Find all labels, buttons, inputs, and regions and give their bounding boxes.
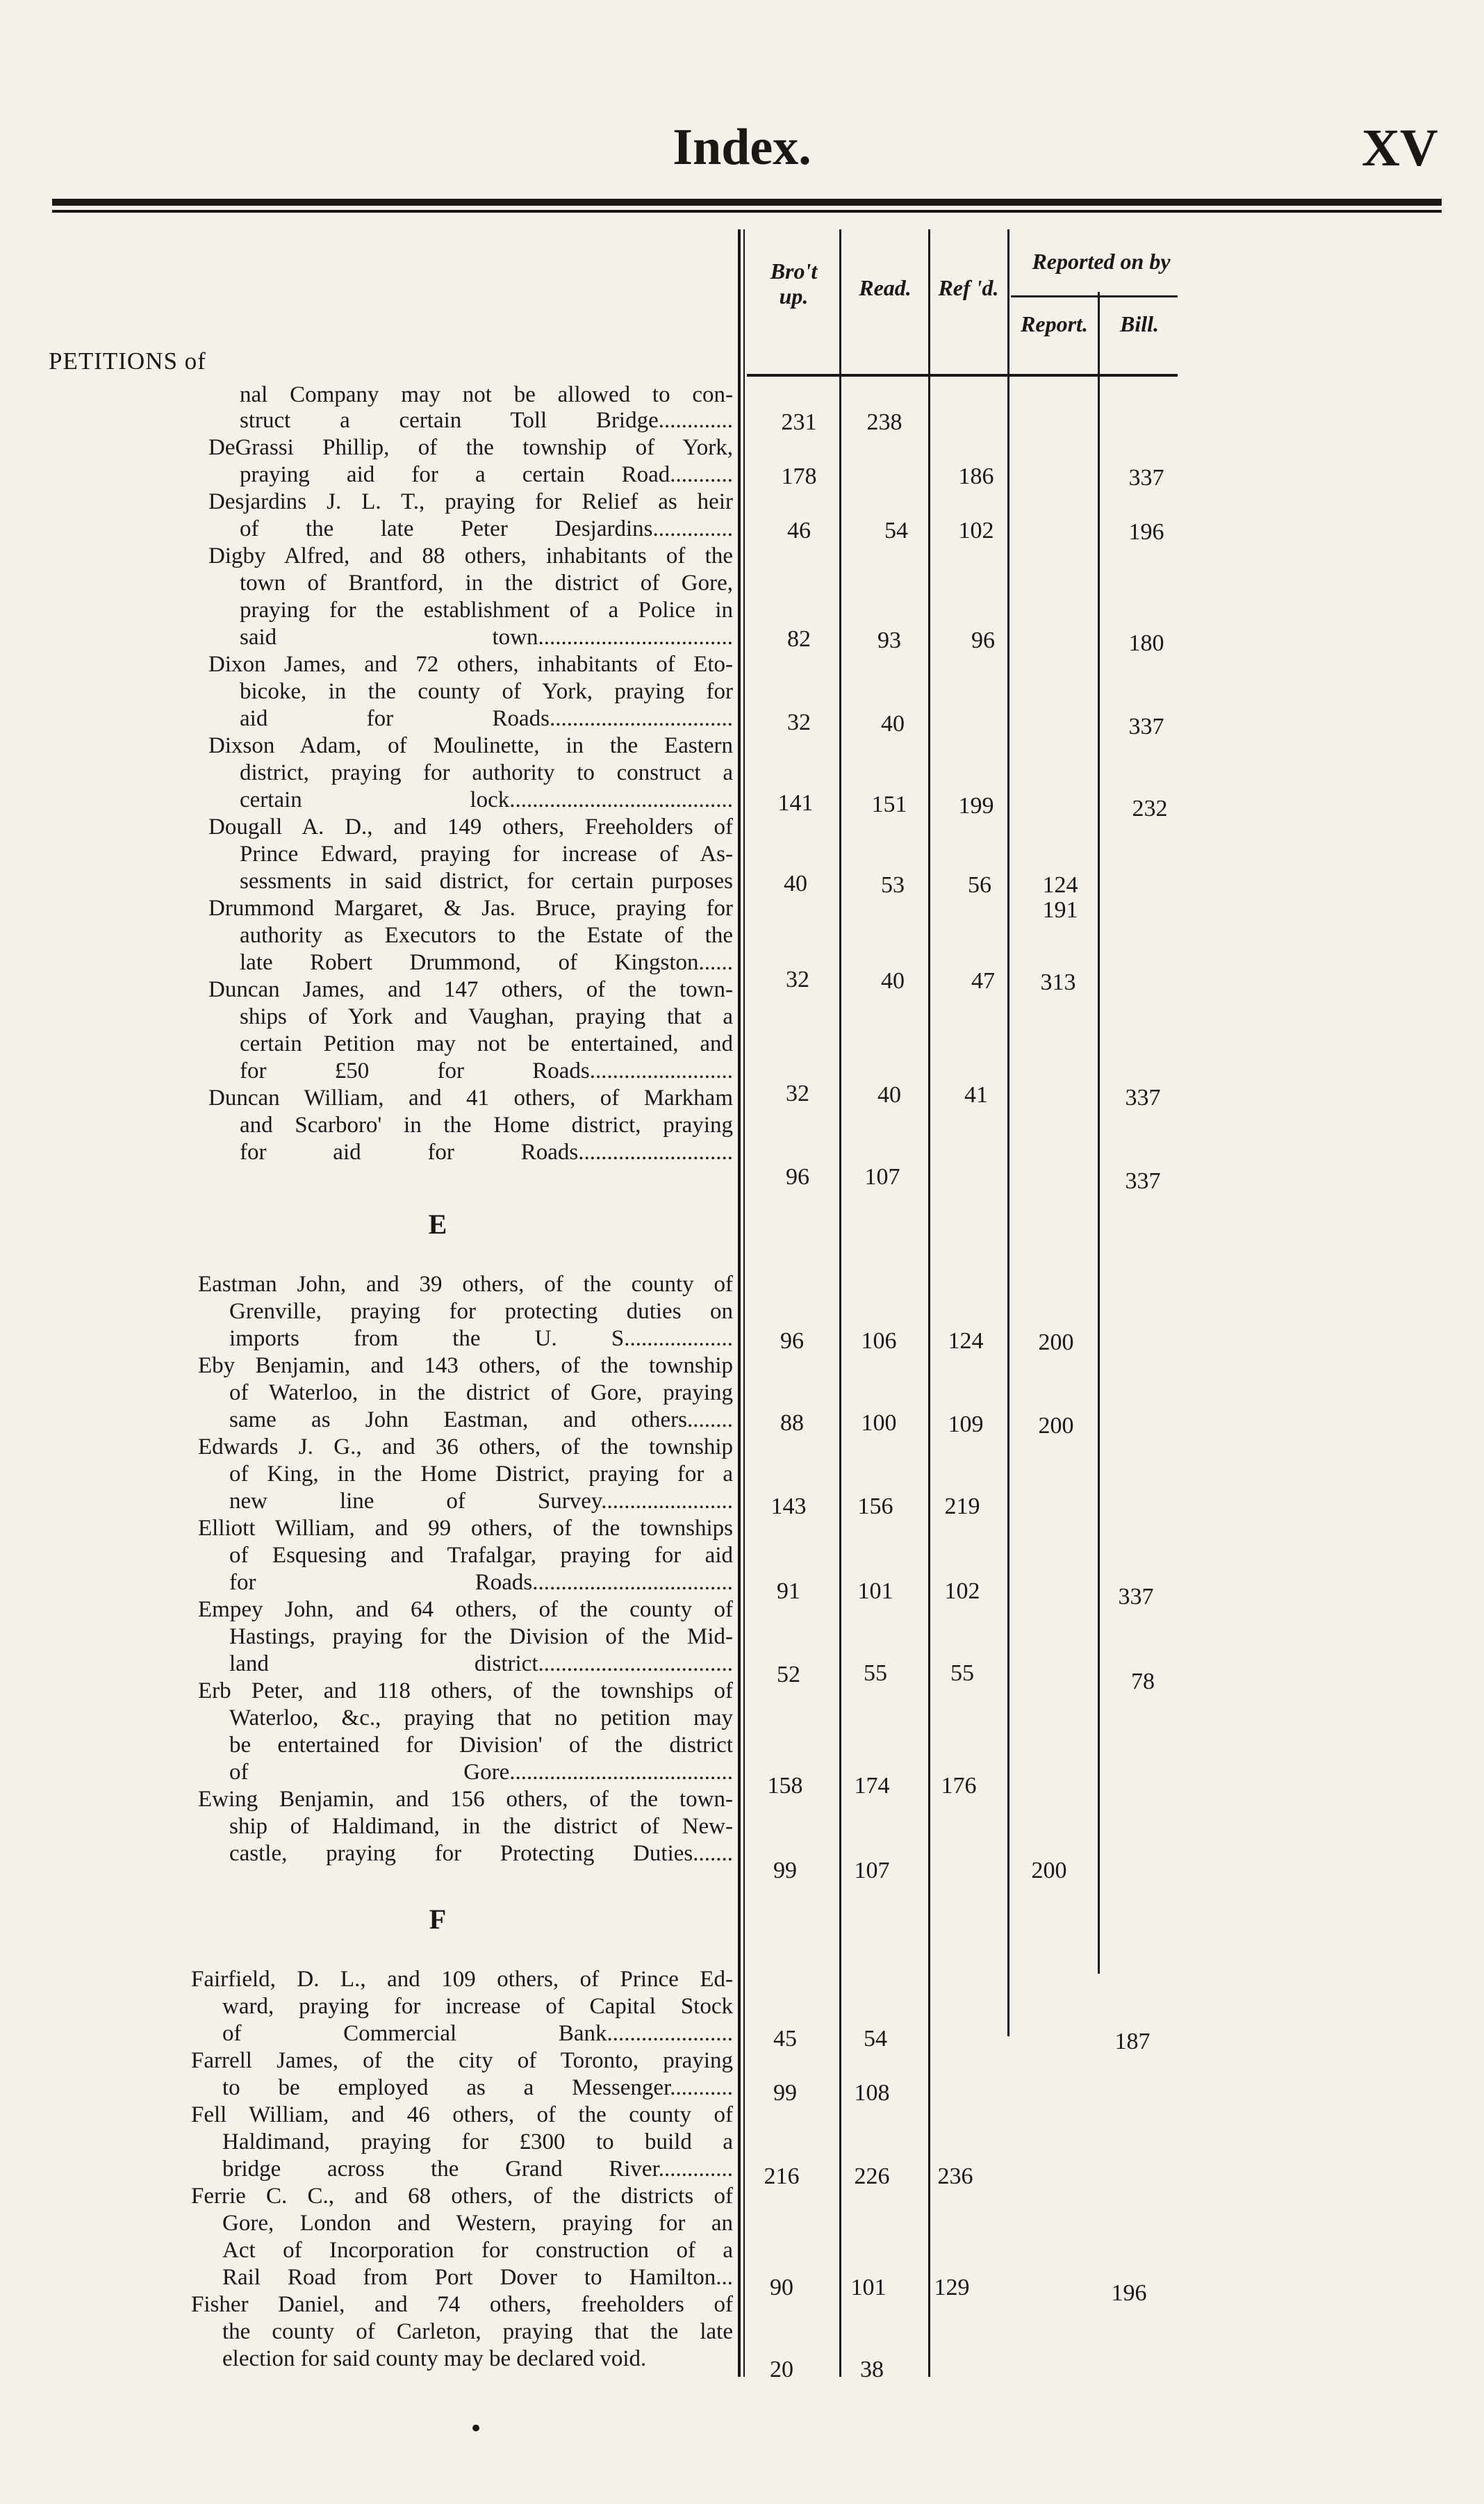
column-rule-report [1098, 292, 1100, 1974]
read-value: 156 [857, 1494, 893, 1519]
section-heading: PETITIONS of [49, 347, 206, 375]
read-value: 54 [884, 518, 908, 543]
referred-value: 41 [964, 1082, 988, 1108]
entry-line: struct a certain Toll Bridge............. [240, 408, 733, 433]
referred-value: 219 [944, 1494, 980, 1519]
entry-line: land district.................................. [229, 1651, 733, 1676]
bill-value: 196 [1111, 2280, 1147, 2306]
column-header-reported-on-by: Reported on by [1032, 249, 1171, 274]
entry-line: of Commercial Bank...................... [222, 2021, 733, 2046]
read-value: 93 [877, 628, 901, 653]
bill-value: 337 [1118, 1584, 1154, 1610]
brought-up-value: 141 [777, 790, 814, 816]
entry-line: Farrell James, of the city of Toronto, praying [191, 2048, 733, 2073]
brought-up-value: 45 [773, 2026, 797, 2052]
read-value: 108 [854, 2080, 890, 2106]
entry-line: Prince Edward, praying for increase of As- [240, 842, 733, 867]
brought-up-value: 32 [786, 1081, 809, 1106]
referred-value: 109 [948, 1411, 984, 1437]
brought-up-value: 40 [784, 871, 807, 897]
brought-up-value: 216 [764, 2163, 800, 2189]
read-value: 55 [864, 1660, 887, 1686]
read-value: 106 [861, 1328, 897, 1354]
entry-line: certain Petition may not be entertained, and [240, 1031, 733, 1056]
bill-value: 78 [1131, 1669, 1155, 1694]
entry-line: of King, in the Home District, praying for a [229, 1462, 733, 1487]
entry-line: ships of York and Vaughan, praying that a [240, 1004, 733, 1029]
entry-line: ship of Haldimand, in the district of New- [229, 1814, 733, 1839]
entry-line: DeGrassi Phillip, of the township of York, [208, 435, 733, 460]
entry-line: of Gore....................................... [229, 1760, 733, 1785]
entry-line: praying aid for a certain Road........... [240, 462, 733, 487]
entry-line: certain lock....................................... [240, 787, 733, 812]
read-value: 54 [864, 2026, 887, 2052]
footer-dot: • [469, 2415, 484, 2443]
brought-up-value: 32 [786, 967, 809, 992]
header-rule-thin [52, 210, 1442, 213]
entry-line: Dixson Adam, of Moulinette, in the Eastern [208, 733, 733, 758]
entry-line: be entertained for Division' of the district [229, 1733, 733, 1758]
header-rule-thick [52, 199, 1442, 206]
entry-line: Eby Benjamin, and 143 others, of the township [198, 1353, 733, 1378]
brought-up-value: 82 [787, 626, 811, 652]
entry-line: authority as Executors to the Estate of the [240, 923, 733, 948]
brought-up-value: 90 [770, 2275, 793, 2300]
entry-line: Waterloo, &c., praying that no petition may [229, 1705, 733, 1730]
entry-line: Haldimand, praying for £300 to build a [222, 2129, 733, 2154]
referred-value: 55 [950, 1660, 974, 1686]
entry-line: of Esquesing and Trafalgar, praying for aid [229, 1543, 733, 1568]
entry-line: the county of Carleton, praying that the late [222, 2319, 733, 2344]
brought-up-value: 99 [773, 1858, 797, 1883]
brought-up-value: 46 [787, 518, 811, 543]
report-value: 200 [1038, 1329, 1074, 1355]
column-header-report: Report. [1021, 311, 1088, 336]
entry-line: town of Brantford, in the district of Gore, [240, 571, 733, 596]
brought-up-value: 178 [781, 464, 817, 489]
entry-line: Dougall A. D., and 149 others, Freeholders of [208, 815, 733, 840]
entry-line: Ferrie C. C., and 68 others, of the districts of [191, 2184, 733, 2209]
entry-line: bicoke, in the county of York, praying for [240, 679, 733, 704]
letter-heading-f: F [429, 1904, 447, 1935]
brought-up-value: 143 [770, 1494, 807, 1519]
read-value: 238 [866, 409, 902, 435]
entry-line: ward, praying for increase of Capital Stock [222, 1994, 733, 2019]
entry-line: Rail Road from Port Dover to Hamilton... [222, 2265, 733, 2290]
column-rule-read [928, 229, 930, 2377]
entry-line: election for said county may be declared void. [222, 2346, 647, 2371]
reported-on-by-rule [1011, 295, 1178, 297]
entry-line: Empey John, and 64 others, of the county of [198, 1597, 733, 1622]
entry-line: Drummond Margaret, & Jas. Bruce, praying for [208, 896, 733, 921]
entry-line: of Waterloo, in the district of Gore, praying [229, 1380, 733, 1405]
entry-line: for Roads................................... [229, 1570, 733, 1595]
entry-line: Duncan William, and 41 others, of Markham [208, 1086, 733, 1111]
column-header-read: Read. [859, 275, 912, 300]
bill-value: 180 [1128, 630, 1164, 656]
read-value: 100 [861, 1410, 897, 1436]
report-value: 191 [1042, 897, 1078, 923]
referred-value: 56 [968, 872, 991, 898]
entry-line: Elliott William, and 99 others, of the townships [198, 1516, 733, 1541]
bill-value: 187 [1114, 2029, 1151, 2054]
read-value: 226 [854, 2163, 890, 2189]
entry-line: late Robert Drummond, of Kingston...... [240, 950, 733, 975]
read-value: 38 [860, 2357, 884, 2382]
referred-value: 96 [971, 628, 995, 653]
entry-line: Fell William, and 46 others, of the county of [191, 2102, 733, 2127]
referred-value: 236 [937, 2163, 973, 2189]
entry-line: Dixon James, and 72 others, inhabitants of Eto- [208, 652, 733, 677]
entry-line: Edwards J. G., and 36 others, of the township [198, 1434, 733, 1459]
read-value: 151 [871, 792, 907, 817]
referred-value: 102 [944, 1578, 980, 1604]
read-value: 53 [881, 872, 905, 898]
brought-up-value: 231 [781, 409, 817, 435]
referred-value: 124 [948, 1328, 984, 1354]
bill-value: 196 [1128, 519, 1164, 545]
column-header-bill: Bill. [1119, 311, 1159, 336]
referred-value: 176 [941, 1773, 977, 1799]
entry-line: to be employed as a Messenger........... [222, 2075, 733, 2100]
bill-value: 337 [1125, 1085, 1161, 1111]
column-header-rule [747, 374, 1178, 377]
read-value: 40 [877, 1082, 901, 1108]
read-value: 40 [881, 711, 905, 737]
entry-line: Hastings, praying for the Division of the Mid- [229, 1624, 733, 1649]
brought-up-value: 96 [786, 1164, 809, 1190]
brought-up-value: 32 [787, 710, 811, 735]
referred-value: 129 [934, 2275, 970, 2300]
entry-line: nal Company may not be allowed to con- [240, 382, 733, 407]
entry-line: Erb Peter, and 118 others, of the townships of [198, 1678, 733, 1703]
entry-line: district, praying for authority to construct a [240, 760, 733, 785]
brought-up-value: 20 [770, 2357, 793, 2382]
entry-line: Desjardins J. L. T., praying for Relief as heir [208, 489, 733, 514]
entry-line: Act of Incorporation for construction of a [222, 2238, 733, 2263]
report-value: 313 [1040, 969, 1076, 995]
entry-line: Eastman John, and 39 others, of the county of [198, 1272, 733, 1297]
entry-line: Fairfield, D. L., and 109 others, of Prince Ed- [191, 1967, 733, 1992]
entry-line: Grenville, praying for protecting duties on [229, 1299, 733, 1324]
report-value: 124 [1042, 872, 1078, 898]
read-value: 107 [864, 1164, 900, 1190]
page-number: XV [1362, 119, 1438, 177]
report-value: 200 [1038, 1413, 1074, 1439]
letter-heading-e: E [428, 1209, 447, 1240]
bill-value: 337 [1128, 465, 1164, 491]
column-rule-text [738, 229, 741, 2377]
read-value: 107 [854, 1858, 890, 1883]
bill-value: 232 [1132, 796, 1168, 821]
entry-line: same as John Eastman, and others........ [229, 1407, 733, 1432]
entry-line: castle, praying for Protecting Duties....... [229, 1841, 733, 1866]
brought-up-value: 99 [773, 2080, 797, 2106]
entry-line: aid for Roads................................ [240, 706, 733, 731]
column-rule-brought [839, 229, 841, 2377]
read-value: 101 [850, 2275, 887, 2300]
brought-up-value: 91 [777, 1578, 800, 1604]
entry-line: Digby Alfred, and 88 others, inhabitants of the [208, 543, 733, 568]
page-title: Index. [673, 119, 811, 176]
entry-line: new line of Survey....................... [229, 1489, 733, 1514]
entry-line: praying for the establishment of a Police in [240, 598, 733, 623]
referred-value: 102 [958, 518, 994, 543]
entry-line: and Scarboro' in the Home district, praying [240, 1113, 733, 1138]
column-header-referred: Ref 'd. [938, 275, 999, 300]
entry-line: sessments in said district, for certain purposes [240, 869, 733, 894]
entry-line: Gore, London and Western, praying for an [222, 2211, 733, 2236]
bill-value: 337 [1125, 1168, 1161, 1194]
column-header-brought-up: Bro't up. [770, 259, 818, 309]
brought-up-value: 96 [780, 1328, 804, 1354]
read-value: 101 [857, 1578, 893, 1604]
entry-line: for aid for Roads........................... [240, 1140, 733, 1165]
referred-value: 186 [958, 464, 994, 489]
column-rule-referred [1007, 229, 1009, 2036]
entry-line: Fisher Daniel, and 74 others, freeholders of [191, 2292, 733, 2317]
entry-line: Duncan James, and 147 others, of the town- [208, 977, 733, 1002]
read-value: 40 [881, 968, 905, 994]
read-value: 174 [854, 1773, 890, 1799]
entry-line: imports from the U. S................... [229, 1326, 733, 1351]
brought-up-value: 158 [767, 1773, 803, 1799]
entry-line: said town.................................. [240, 625, 733, 650]
brought-up-value: 52 [777, 1662, 800, 1687]
referred-value: 199 [958, 793, 994, 819]
entry-line: bridge across the Grand River............. [222, 2157, 733, 2182]
column-rule-text-inner [743, 229, 745, 2377]
entry-line: of the late Peter Desjardins.............. [240, 516, 733, 541]
entry-line: for £50 for Roads......................... [240, 1058, 733, 1083]
brought-up-value: 88 [780, 1410, 804, 1436]
report-value: 200 [1031, 1858, 1067, 1883]
entry-line: Ewing Benjamin, and 156 others, of the town- [198, 1787, 733, 1812]
referred-value: 47 [971, 968, 995, 994]
bill-value: 337 [1128, 714, 1164, 739]
